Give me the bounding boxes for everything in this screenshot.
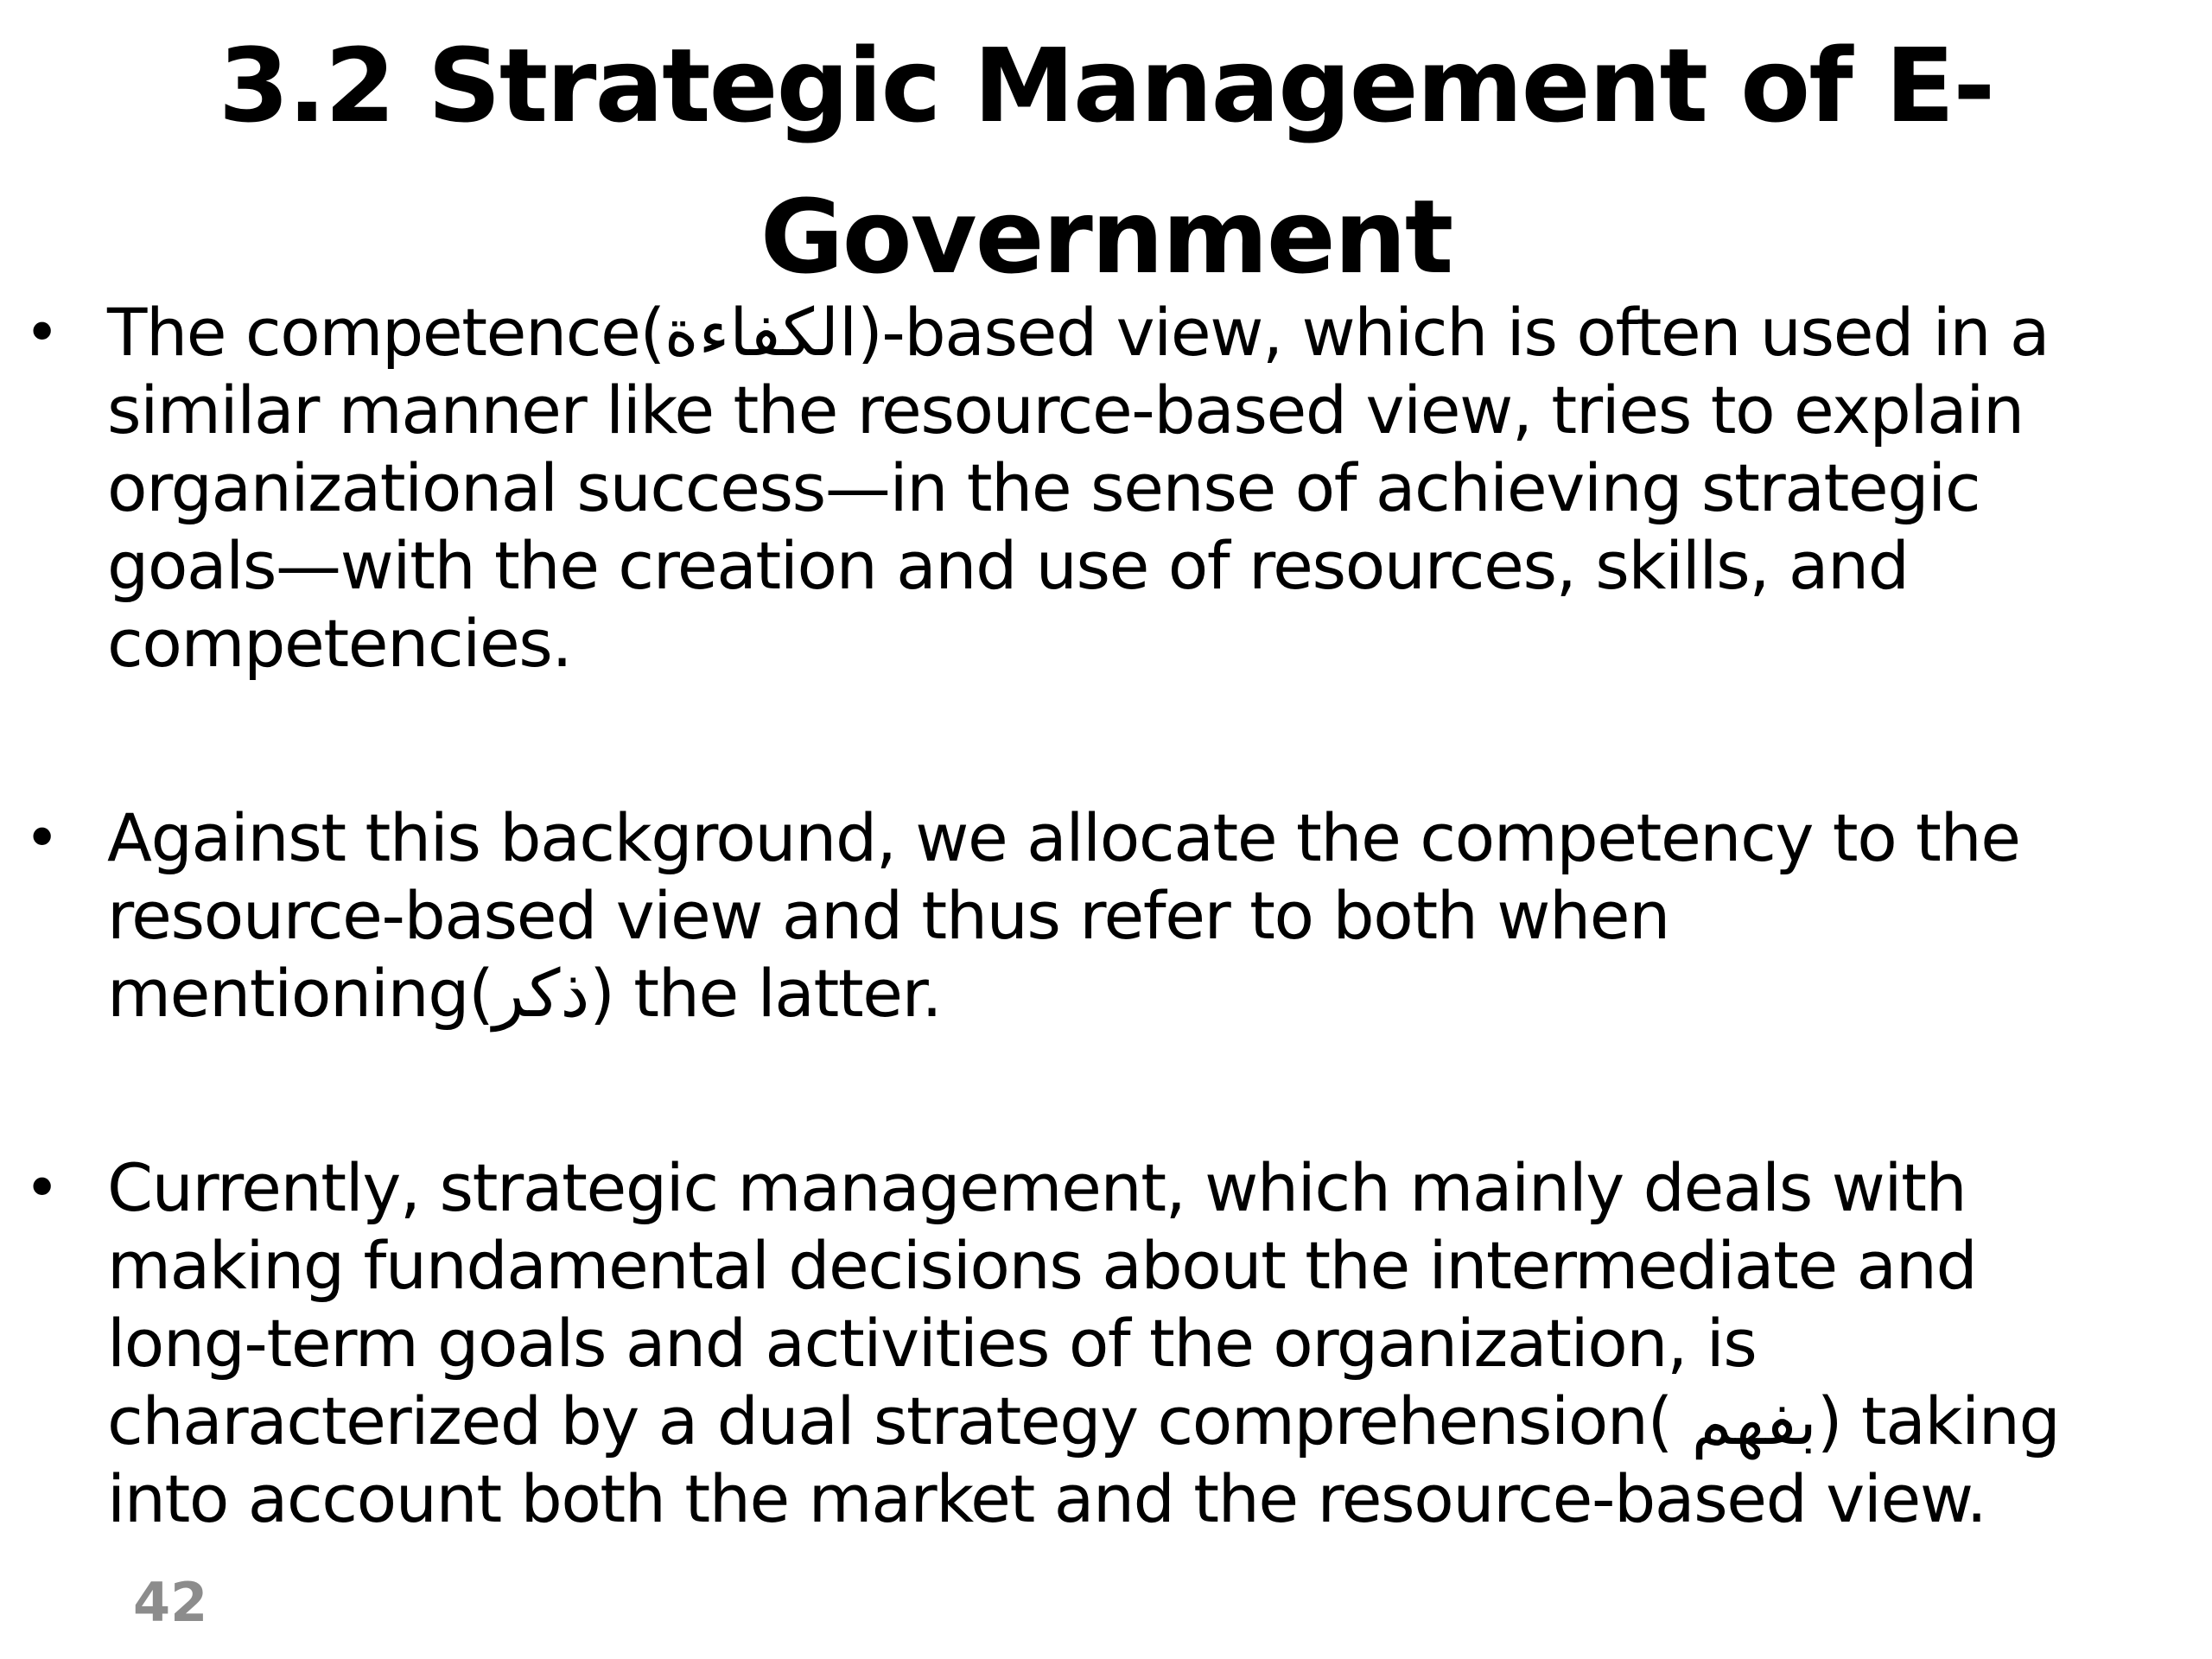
- bullet-icon: •: [24, 803, 60, 874]
- bullet-text-line: into account both the market and the resource-based view.: [107, 1460, 1986, 1537]
- bullet-text-line: goals—with the creation and use of resources, skills, and: [107, 527, 1909, 604]
- bullet-text-line: characterized by a dual strategy comprehension( بفهم) taking: [107, 1382, 2060, 1459]
- bullet-text-line: competencies.: [107, 605, 572, 682]
- bullet-text-line: mentioning(ذكر) the latter.: [107, 955, 942, 1032]
- bullet-text-line: Against this background, we allocate the competency to the: [107, 799, 2020, 876]
- bullet-text: [107, 294, 2198, 683]
- bullet-icon: •: [24, 297, 60, 368]
- page-number: 42: [133, 1571, 208, 1634]
- bullet-text: [107, 1149, 2198, 1538]
- bullet-text-line: long-term goals and activities of the organization, is: [107, 1305, 1757, 1382]
- slide-title-line: Government: [760, 177, 1452, 296]
- bullet-text: [107, 799, 2198, 1033]
- bullet-text-line: making fundamental decisions about the intermediate and: [107, 1227, 1977, 1304]
- bullet-text-line: Currently, strategic management, which mainly deals with: [107, 1149, 1967, 1226]
- bullet-icon: •: [24, 1153, 60, 1224]
- slide-title-line: 3.2 Strategic Management of E-: [218, 26, 1994, 145]
- bullet-text-line: organizational success—in the sense of achieving strategic: [107, 449, 1980, 526]
- slide-title: [0, 10, 2212, 313]
- bullet-text-line: resource-based view and thus refer to both when: [107, 877, 1669, 954]
- bullet-text-line: similar manner like the resource-based view, tries to explain: [107, 372, 2024, 448]
- bullet-text-line: The competence(الكفاءة)-based view, which is often used in a: [107, 294, 2050, 371]
